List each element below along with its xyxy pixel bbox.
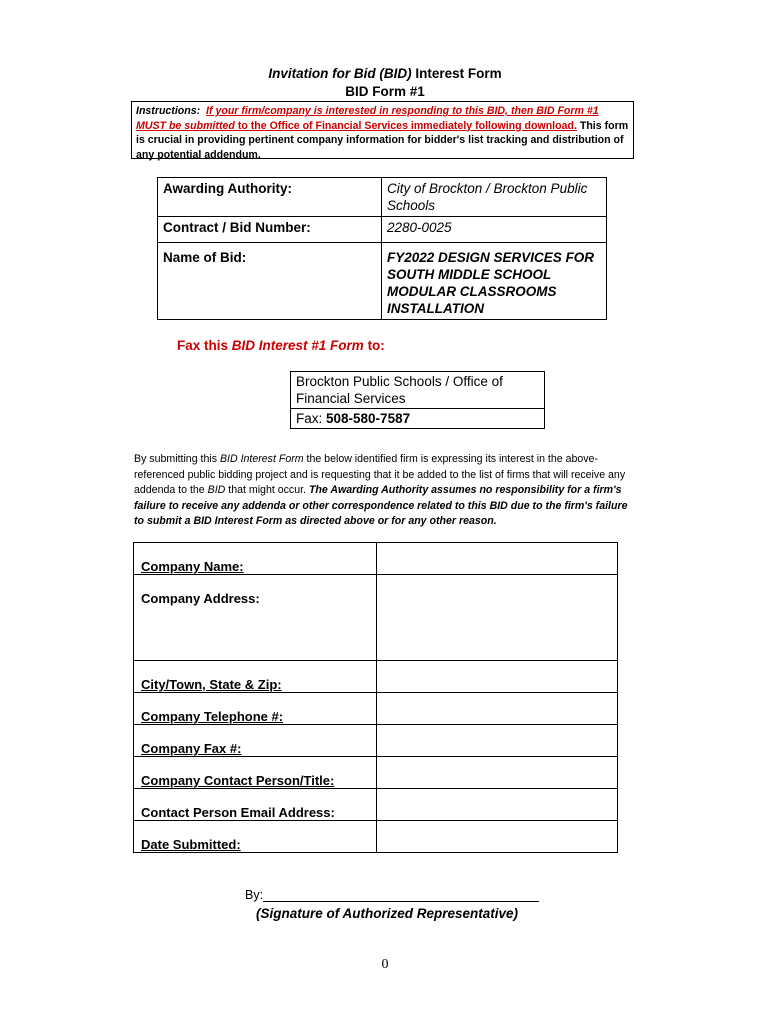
contact-email-field[interactable] <box>377 789 618 821</box>
bid-name-label: Name of Bid: <box>158 243 382 320</box>
company-row <box>134 725 618 757</box>
company-address-label: Company Address: <box>134 575 377 661</box>
fax-recipient: Brockton Public Schools / Office of Financial Services <box>291 372 545 409</box>
instructions-black: This form is crucial in providing pertinent company information for bidder's list tracking and distribution of any potential addendum. <box>136 119 629 161</box>
company-row <box>134 789 618 821</box>
contact-person-field[interactable] <box>377 757 618 789</box>
award-row-contract <box>158 217 607 243</box>
contact-person-label: Company Contact Person/Title: <box>134 757 377 789</box>
bid-name-value: FY2022 DESIGN SERVICES FOR SOUTH MIDDLE SCHOOL MODULAR CLASSROOMS INSTALLATION <box>382 243 607 320</box>
form-title-rest: Interest Form <box>411 66 502 81</box>
company-row <box>134 543 618 575</box>
contract-value: 2280-0025 <box>382 217 607 243</box>
signature-field[interactable] <box>263 889 539 902</box>
authority-value: City of Brockton / Brockton Public Schools <box>382 178 607 217</box>
company-name-label: Company Name: <box>134 543 377 575</box>
fax-number: 508-580-7587 <box>326 411 411 426</box>
city-state-zip-field[interactable] <box>377 661 618 693</box>
authority-label: Awarding Authority: <box>158 178 382 217</box>
form-title-italic: Invitation for Bid (BID) <box>268 66 412 81</box>
company-row <box>134 661 618 693</box>
company-name-field[interactable] <box>377 543 618 575</box>
date-submitted-field[interactable] <box>377 821 618 853</box>
instructions-red-1: If your firm/company is interested in responding to this BID, then BID Form #1 <box>206 105 599 117</box>
company-info-table <box>133 542 618 853</box>
disclaimer-bold: The Awarding Authority assumes no responsibility for a firm's failure to receive any addenda or other correspondence related to this BID due to the firm's failure to submit a BID Interest Form as directed above or for any other reason. <box>134 484 628 528</box>
instructions-lead: Instructions: <box>136 105 201 117</box>
instructions-box <box>131 101 634 159</box>
disclaimer-paragraph: By submitting this BID Interest Form the below identified firm is expressing its interest in the above-referenced public bidding project and is requesting that it be added to the list of firms that will receive any addenda to the BID that might occur. The Awarding Authority assumes no responsibility for a firm's failure to receive any addenda or other correspondence related to this BID due to the firm's failure to submit a BID Interest Form as directed above or for any other reason. <box>134 453 628 528</box>
award-row-name <box>158 243 607 320</box>
date-submitted-label: Date Submitted: <box>134 821 377 853</box>
company-fax-field[interactable] <box>377 725 618 757</box>
company-row <box>134 575 618 661</box>
signature-by-label: By: <box>245 888 264 902</box>
award-info-table <box>157 177 607 320</box>
signature-line <box>245 888 539 902</box>
signature-caption: (Signature of Authorized Representative) <box>256 906 519 921</box>
fax-recipient-table <box>290 371 545 429</box>
form-subtitle: BID Form #1 <box>345 84 425 99</box>
contact-email-label: Contact Person Email Address: <box>134 789 377 821</box>
company-address-field[interactable] <box>377 575 618 661</box>
company-row <box>134 693 618 725</box>
instructions-red-2: MUST be submitted to the Office of Financial Services immediately following download. <box>136 119 577 132</box>
page-number: 0 <box>381 957 389 972</box>
company-row <box>134 821 618 853</box>
company-fax-label: Company Fax #: <box>134 725 377 757</box>
company-row <box>134 757 618 789</box>
fax-instruction: Fax this BID Interest #1 Form to: <box>177 338 385 353</box>
award-row-authority <box>158 178 607 217</box>
city-state-zip-label: City/Town, State & Zip: <box>134 661 377 693</box>
fax-number-cell: Fax: 508-580-7587 <box>291 409 545 429</box>
company-telephone-field[interactable] <box>377 693 618 725</box>
contract-label: Contract / Bid Number: <box>158 217 382 243</box>
company-telephone-label: Company Telephone #: <box>134 693 377 725</box>
form-title <box>0 66 770 81</box>
